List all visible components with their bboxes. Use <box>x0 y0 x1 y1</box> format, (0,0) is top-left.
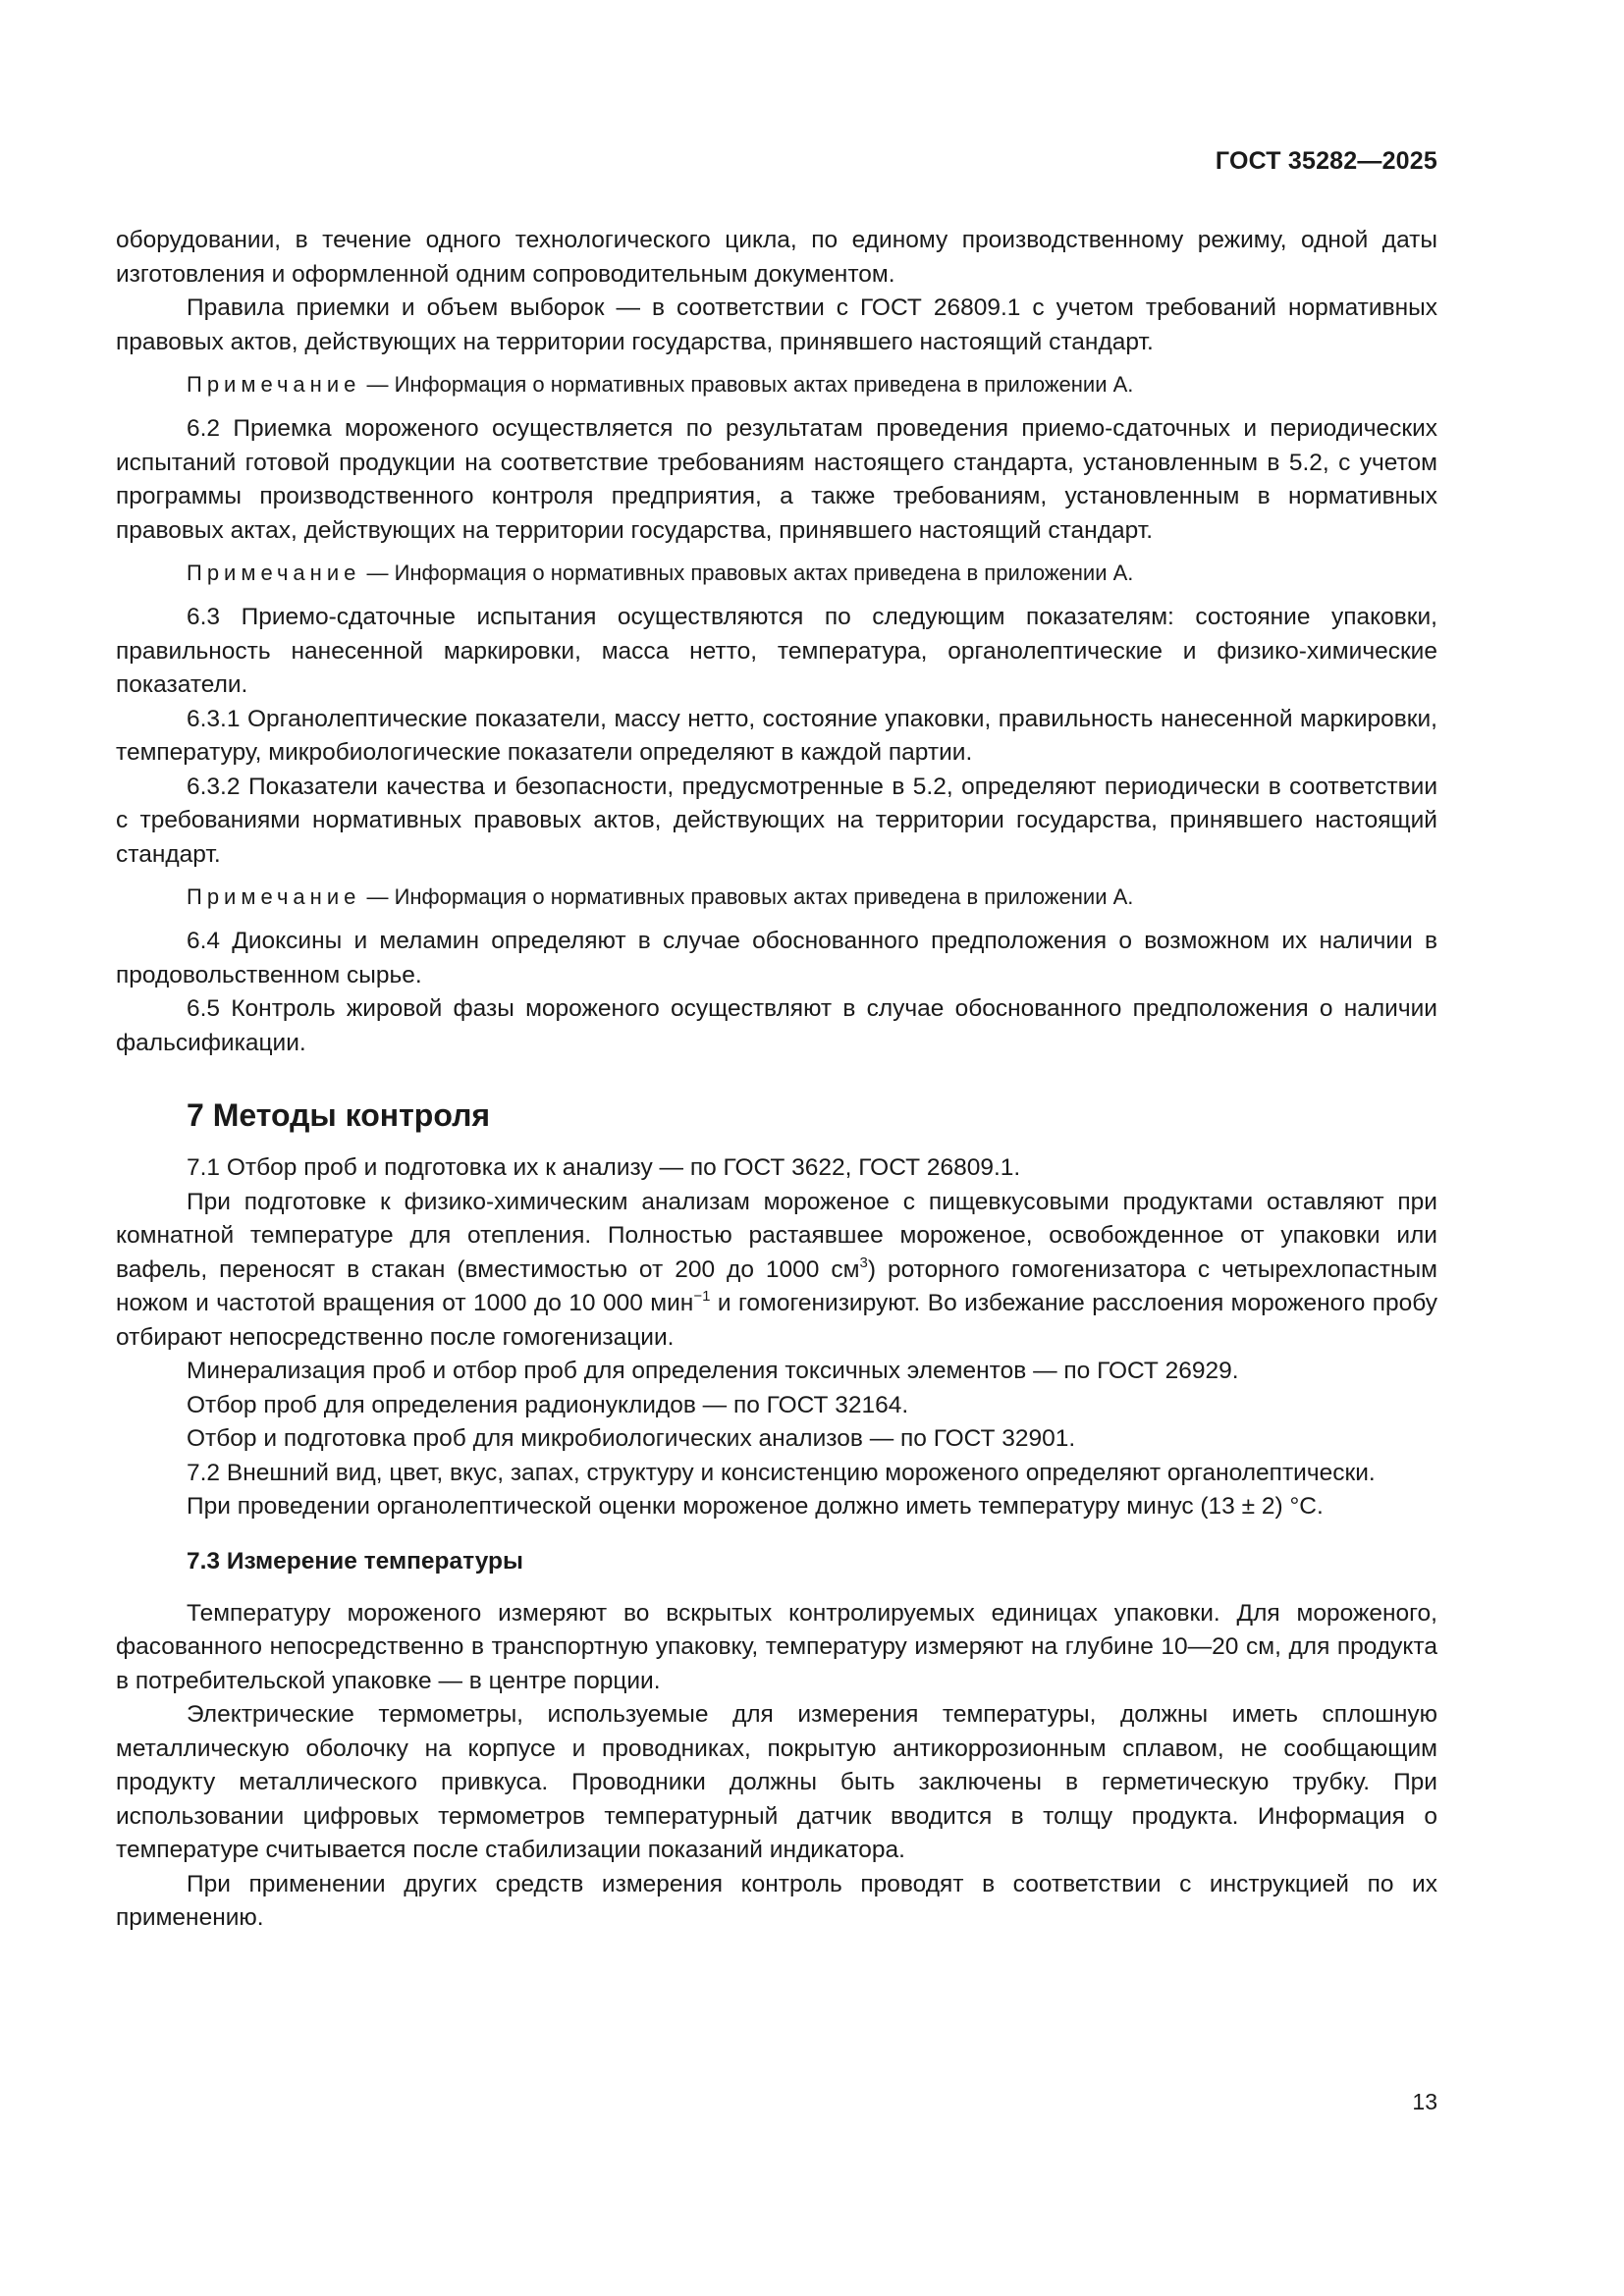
text-run: и гомогенизируют. Во избежание расслоения мороженого пробу отбирают непосредственно после гомогенизации. <box>116 1290 1437 1351</box>
superscript: 3 <box>859 1254 868 1271</box>
paragraph: Правила приемки и объем выборок — в соответствии с ГОСТ 26809.1 с учетом требований нормативных правовых актов, действующих на территории государства, принявшего настоящий стандарт. <box>116 294 1437 355</box>
note <box>116 369 1437 400</box>
paragraph: Электрические термометры, используемые для измерения температуры, должны иметь сплошную металлическую оболочку на корпусе и проводниках, покрытую антикоррозионным сплавом, не сообщающим продукту металлического привкуса. Проводники должны быть заключены в герметическую трубку. При использовании цифровых термометров температурный датчик вводится в толщу продукта. Информация о температуре считывается после стабилизации показаний индикатора. <box>116 1701 1437 1863</box>
paragraph: оборудовании, в течение одного технологического цикла, по единому производственному режиму, одной даты изготовления и оформленной одним сопроводительным документом. <box>116 227 1437 288</box>
note <box>116 558 1437 589</box>
paragraph: При применении других средств измерения контроль проводят в соответствии с инструкцией по их применению. <box>116 1870 1437 1931</box>
document-header: ГОСТ 35282—2025 <box>1215 147 1437 175</box>
text-run: При подготовке к физико-химическим анализам мороженое с пищевкусовыми продуктами оставляют при комнатной температуре для отепления. Полностью растаявшее мороженое, освобожденное от упаковки или вафель, переносят в стакан (вместимостью от 200 до 1000 см <box>116 1188 1437 1283</box>
subsection-heading: 7.3 Измерение температуры <box>187 1547 523 1575</box>
note <box>116 881 1437 913</box>
note-label: Примечание <box>187 884 361 909</box>
paragraph: Отбор и подготовка проб для микробиологических анализов — по ГОСТ 32901. <box>187 1425 1076 1452</box>
note-label: Примечание <box>187 561 361 585</box>
paragraph: 7.2 Внешний вид, цвет, вкус, запах, структуру и консистенцию мороженого определяют органолептически. <box>187 1459 1376 1486</box>
document-body <box>116 224 1437 1936</box>
paragraph: 6.3.2 Показатели качества и безопасности, предусмотренные в 5.2, определяют периодически в соответствии с требованиями нормативных правовых актов, действующих на территории государства, принявшего настоящий стандарт. <box>116 773 1437 868</box>
superscript: −1 <box>693 1288 711 1305</box>
paragraph: 6.3 Приемо-сдаточные испытания осуществляются по следующим показателям: состояние упаковки, правильность нанесенной маркировки, масса нетто, температура, органолептические и физико-химические показатели. <box>116 604 1437 698</box>
paragraph: Температуру мороженого измеряют во вскрытых контролируемых единицах упаковки. Для мороженого, фасованного непосредственно в транспортную упаковку, температуру измеряют на глубине 10—20 см, для продукта в потребительской упаковке — в центре порции. <box>116 1599 1437 1694</box>
paragraph: 6.4 Диоксины и меламин определяют в случае обоснованного предположения о возможном их наличии в продовольственном сырье. <box>116 928 1437 988</box>
paragraph: 6.2 Приемка мороженого осуществляется по результатам проведения приемо-сдаточных и периодических испытаний готовой продукции на соответствие требованиям настоящего стандарта, установленным в 5.2, с учетом программы производственного контроля предприятия, а также требованиям, установленным в нормативных правовых актах, действующих на территории государства, принявшего настоящий стандарт. <box>116 415 1437 544</box>
note-text: — Информация о нормативных правовых актах приведена в приложении А. <box>360 561 1134 585</box>
paragraph: Отбор проб для определения радионуклидов — по ГОСТ 32164. <box>187 1391 909 1418</box>
paragraph <box>116 1186 1437 1356</box>
section-heading: 7 Методы контроля <box>187 1097 491 1133</box>
paragraph: При проведении органолептической оценки мороженое должно иметь температуру минус (13 ± 2) °С. <box>187 1493 1324 1520</box>
page-number: 13 <box>1412 2089 1437 2114</box>
text-run: ) роторного гомогенизатора с четырехлопастным ножом и частотой вращения от 1000 до 10 000 мин <box>116 1255 1437 1316</box>
paragraph: 6.3.1 Органолептические показатели, массу нетто, состояние упаковки, правильность нанесенной маркировки, температуру, микробиологические показатели определяют в каждой партии. <box>116 705 1437 766</box>
paragraph: 7.1 Отбор проб и подготовка их к анализу — по ГОСТ 3622, ГОСТ 26809.1. <box>187 1154 1021 1181</box>
note-text: — Информация о нормативных правовых актах приведена в приложении А. <box>360 884 1134 909</box>
note-label: Примечание <box>187 372 361 397</box>
paragraph: 6.5 Контроль жировой фазы мороженого осуществляют в случае обоснованного предположения о наличии фальсификации. <box>116 995 1437 1056</box>
note-text: — Информация о нормативных правовых актах приведена в приложении А. <box>360 372 1134 397</box>
paragraph: Минерализация проб и отбор проб для определения токсичных элементов — по ГОСТ 26929. <box>187 1358 1239 1384</box>
